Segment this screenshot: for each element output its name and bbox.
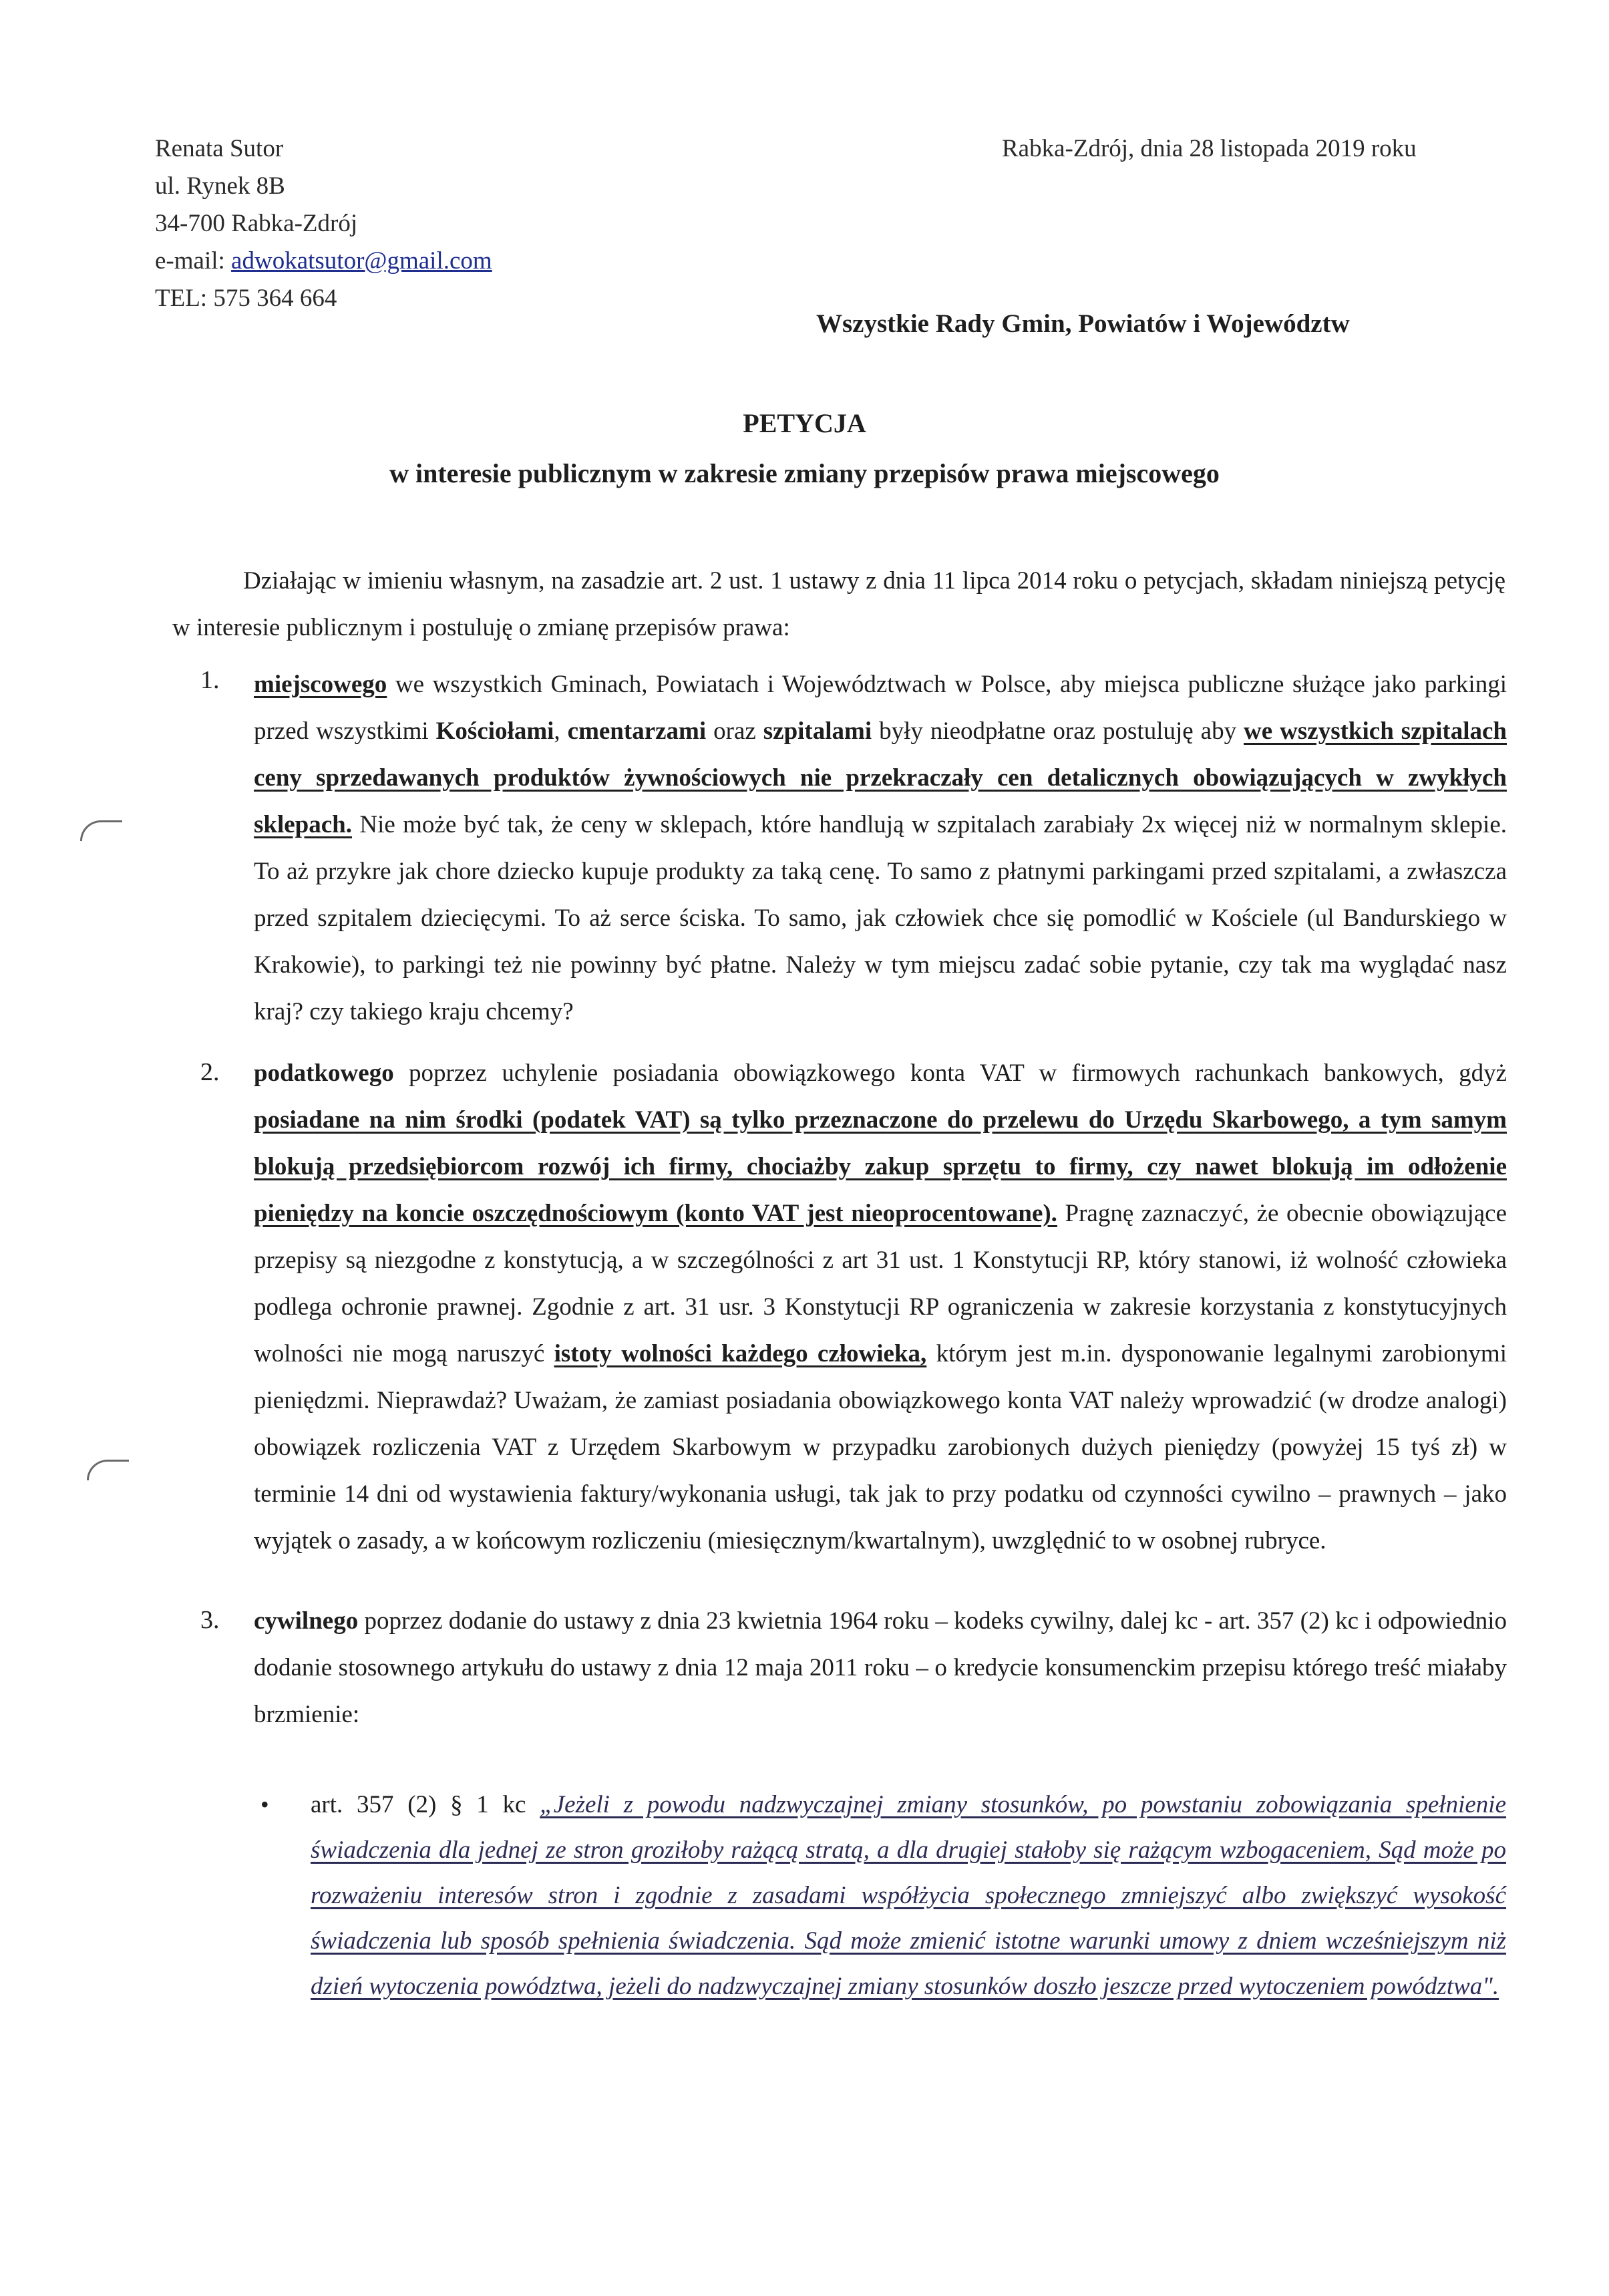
date-line: Rabka-Zdrój, dnia 28 listopada 2019 roku <box>1002 135 1417 162</box>
punch-hole-mark <box>87 1460 129 1480</box>
punch-hole-mark <box>80 820 122 841</box>
item-1-text: we wszystkich Gminach, Powiatach i Województwach w Polsce, aby miejsca publiczne służące jako parkingi przed wszystkimi <box>254 671 1507 745</box>
sender-street: ul. Rynek 8B <box>155 172 285 200</box>
sender-city: 34-700 Rabka-Zdrój <box>155 210 358 237</box>
item-1-text: , <box>554 717 568 745</box>
email-label: e-mail: <box>155 247 232 275</box>
item-1-paragraph <box>254 661 1507 1035</box>
item-2-text: poprzez uchylenie posiadania obowiązkowego konta VAT w firmowych rachunkach bankowych, gdyż <box>393 1059 1507 1087</box>
bullet-marker: • <box>260 1791 269 1818</box>
item-1-number: 1. <box>200 666 220 694</box>
sender-email-link[interactable]: adwokatsutor@gmail.com <box>231 247 492 275</box>
item-1-bold-churches: Kościołami <box>435 717 554 745</box>
sender-address-block <box>155 130 492 317</box>
item-1-text: oraz <box>706 717 763 745</box>
addressee: Wszystkie Rady Gmin, Powiatów i Województw <box>816 309 1350 338</box>
item-2-emphasis: posiadane na nim środki (podatek VAT) są tylko przeznaczone do przelewu do Urzędu Skarbowego, a tym samym blokują przedsiębiorcom rozwój ich firmy, chociażby zakup sprzętu to firmy, czy nawet blokują im odłożenie pieniędzy na koncie oszczędnościowym (konto VAT jest nieoprocentowane). <box>254 1106 1507 1227</box>
item-1-bold-cemeteries: cmentarzami <box>567 717 707 745</box>
item-3-paragraph <box>254 1598 1507 1738</box>
item-3-heading: cywilnego <box>254 1607 359 1635</box>
item-3-text: poprzez dodanie do ustawy z dnia 23 kwietnia 1964 roku – kodeks cywilny, dalej kc - art. 357 (2) kc i odpowiednio dodanie stosownego artykułu do ustawy z dnia 12 maja 2011 roku – o kredycie konsumenckim przepisu którego treść miałaby brzmienie: <box>254 1607 1507 1728</box>
intro-paragraph: Działając w imieniu własnym, na zasadzie art. 2 ust. 1 ustawy z dnia 11 lipca 2014 roku o petycjach, składam niniejszą petycję w interesie publicznym i postuluję o zmianę przepisów prawa: <box>172 567 1505 641</box>
item-2-text: którym jest m.in. dysponowanie legalnymi zarobionymi pieniędzmi. Nieprawdaż? Uważam, że zamiast posiadania obowiązkowego konta VAT należy wprowadzić (w drodze analogi) obowiązek rozliczenia VAT z Urzędem Skarbowym w przypadku zarobionych dużych pieniędzy (powyżej 15 tyś zł) w terminie 14 dni od wystawienia faktury/wykonania usługi, tak jak to przy podatku od czynności cywilno – prawnych – jako wyjątek o zasady, a w końcowym rozliczeniu (miesięcznym/kwartalnym), uwzględnić to w osobnej rubryce. <box>254 1340 1507 1554</box>
item-1-text: były nieodpłatne oraz postuluję aby <box>872 717 1244 745</box>
item-1-heading: miejscowego <box>254 671 387 698</box>
item-1-text: Nie może być tak, że ceny w sklepach, które handlują w szpitalach zarabiały 2x więcej niż w normalnym sklepie. To aż przykre jak chore dziecko kupuje produkty za taką cenę. To samo z płatnymi parkingami przed szpitalami, a zwłaszcza przed szpitalem dziecięcymi. To aż serce ściska. To samo, jak człowiek chce się pomodlić w Kościele (ul Bandurskiego w Krakowie), to parkingi też nie powinny być płatne. Należy w tym miejscu zadać sobie pytanie, czy tak ma wyglądać nasz kraj? czy takiego kraju chcemy? <box>254 811 1507 1025</box>
bullet-quote: „Jeżeli z powodu nadzwyczajnej zmiany stosunków, po powstaniu zobowiązania spełnienie świadczenia dla jednej ze stron groziłoby rażącą stratą, a dla drugiej stałoby się rażącym wzbogaceniem, Sąd może po rozważeniu interesów stron i zgodnie z zasadami współżycia społecznego zmniejszyć albo zwiększyć wysokość świadczenia lub sposób spełnienia świadczenia. Sąd może zmienić istotne warunki umowy z dniem wcześniejszym niż dzień wytoczenia powództwa, jeżeli do nadzwyczajnej zmiany stosunków doszło jeszcze przed wytoczeniem powództwa". <box>311 1791 1506 2000</box>
sender-phone: TEL: 575 364 664 <box>155 285 337 312</box>
document-subtitle: w interesie publicznym w zakresie zmiany przepisów prawa miejscowego <box>389 458 1220 488</box>
item-3-number: 3. <box>200 1606 220 1634</box>
item-2-text: Pragnę zaznaczyć, że obecnie obowiązujące przepisy są niezgodne z konstytucją, a w szczególności z art 31 ust. 1 Konstytucji RP, który stanowi, iż wolność człowieka podlega ochronie prawnej. Zgodnie z art. 31 usr. 3 Konstytucji RP ograniczenia w zakresie korzystania z konstytucyjnych wolności nie mogą naruszyć <box>254 1200 1507 1367</box>
bullet-paragraph <box>311 1782 1506 2009</box>
item-1-bold-hospitals: szpitalami <box>763 717 872 745</box>
item-2-emphasis-freedom: istoty wolności każdego człowieka, <box>554 1340 927 1367</box>
bullet-prefix: art. 357 (2) § 1 kc <box>311 1791 540 1818</box>
item-1-emphasis: we wszystkich szpitalach ceny sprzedawanych produktów żywnościowych nie przekraczały cen detalicznych obowiązujących w zwykłych sklepach. <box>254 717 1507 838</box>
sender-email-line <box>155 242 492 280</box>
item-2-heading: podatkowego <box>254 1059 394 1087</box>
item-2-paragraph <box>254 1050 1507 1565</box>
item-2-number: 2. <box>200 1058 220 1086</box>
sender-name: Renata Sutor <box>155 135 284 162</box>
document-title: PETYCJA <box>743 408 866 438</box>
